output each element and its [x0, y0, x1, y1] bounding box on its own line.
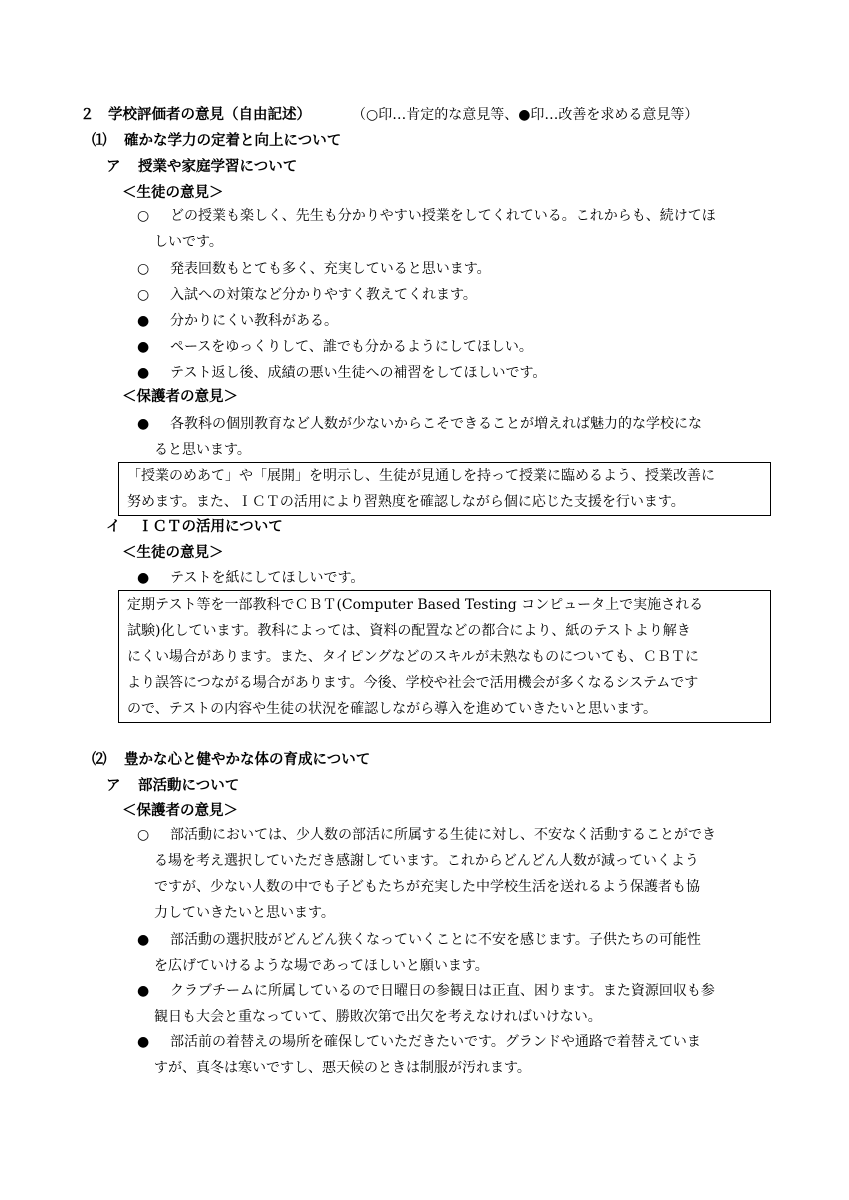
list-item-line: ですが、少ない人数の中でも子どもたちが充実した中学校生活を送れるよう保護者も協: [154, 879, 700, 895]
subsection-number: ⑴: [92, 133, 107, 149]
list-item-line: 力していきたいと思います。: [154, 905, 335, 921]
response-line: 試験)化しています。教科によっては、資料の配置などの都合により、紙のテストより解き: [127, 623, 691, 639]
subsection-number: ⑵: [92, 752, 107, 768]
negative-bullet-icon: ●: [137, 416, 150, 432]
opinion-heading-parents: ＜保護者の意見＞: [122, 803, 238, 819]
list-item-line: しいです。: [154, 234, 223, 250]
positive-bullet-icon: ○: [137, 261, 150, 277]
opinion-heading-students: ＜生徒の意見＞: [122, 545, 224, 561]
negative-bullet-icon: ●: [137, 570, 150, 586]
list-item-line: 入試への対策など分かりやすく教えてくれます。: [170, 287, 477, 303]
school-response-box: [118, 590, 771, 723]
list-item-line: ると思います。: [154, 442, 251, 458]
section-title: 学校評価者の意見（自由記述）: [108, 107, 311, 123]
list-item-line: る場を考え選択していただき感謝しています。これからどんどん人数が減っていくよう: [154, 853, 699, 869]
list-item-line: どの授業も楽しく、先生も分かりやすい授業をしてくれている。これからも、続けてほ: [170, 208, 716, 224]
positive-bullet-icon: ○: [137, 287, 150, 303]
school-response-box: [118, 462, 771, 516]
response-line: 努めます。また、ＩＣＴの活用により習熟度を確認しながら個に応じた支援を行います。: [127, 494, 685, 510]
negative-bullet-icon: ●: [137, 932, 150, 948]
negative-bullet-icon: ●: [137, 339, 150, 355]
negative-bullet-icon: ●: [137, 983, 150, 999]
opinion-heading-students: ＜生徒の意見＞: [122, 185, 224, 201]
negative-bullet-icon: ●: [137, 313, 150, 329]
list-item-line: 各教科の個別教育など人数が少ないからこそできることが増えれば魅力的な学校にな: [170, 416, 702, 432]
list-item-line: クラブチームに所属しているので日曜日の参観日は正直、困ります。また資源回収も参: [170, 983, 715, 999]
response-line: 定期テスト等を一部教科でＣＢＴ(Computer Based Testing コンピュータ上で実施される: [127, 597, 704, 613]
list-item-line: ペースをゆっくりして、誰でも分かるようにしてほしい。: [170, 339, 533, 355]
negative-bullet-icon: ●: [137, 365, 150, 381]
subsection-title: 確かな学力の定着と向上について: [124, 133, 342, 149]
list-item-line: 観日も大会と重なっていて、勝敗次第で出欠を考えなければいけない。: [154, 1009, 602, 1025]
positive-bullet-icon: ○: [137, 827, 150, 843]
item-title: 授業や家庭学習について: [138, 159, 298, 175]
list-item-line: 部活前の着替えの場所を確保していただきたいです。グランドや通路で着替えていま: [170, 1034, 701, 1050]
list-item-line: すが、真冬は寒いですし、悪天候のときは制服が汚れます。: [154, 1060, 531, 1076]
list-item-line: を広げていけるような場であってほしいと願います。: [154, 958, 489, 974]
section-legend: （○印…肯定的な意見等、●印…改善を求める意見等）: [352, 107, 699, 123]
list-item-line: 部活動においては、少人数の部活に所属する生徒に対し、不安なく活動することができ: [170, 827, 716, 843]
response-line: 「授業のめあて」や「展開」を明示し、生徒が見通しを持って授業に臨めるよう、授業改善に: [127, 468, 715, 484]
response-line: にくい場合があります。また、タイピングなどのスキルが未熟なものについても、ＣＢＴに: [127, 649, 699, 665]
opinion-heading-parents: ＜保護者の意見＞: [122, 389, 238, 405]
subsection-title: 豊かな心と健やかな体の育成について: [124, 752, 371, 768]
section-number: ２: [80, 107, 95, 123]
negative-bullet-icon: ●: [137, 1034, 150, 1050]
list-item-line: テスト返し後、成績の悪い生徒への補習をしてほしいです。: [170, 365, 547, 381]
list-item-line: 分かりにくい教科がある。: [170, 313, 338, 329]
item-label: イ: [106, 519, 121, 535]
list-item-line: 発表回数もとても多く、充実していると思います。: [170, 261, 491, 277]
item-label: ア: [106, 159, 121, 175]
item-label: ア: [106, 778, 121, 794]
list-item-line: 部活動の選択肢がどんどん狭くなっていくことに不安を感じます。子供たちの可能性: [170, 932, 701, 948]
response-line: ので、テストの内容や生徒の状況を確認しながら導入を進めていきたいと思います。: [127, 701, 658, 717]
list-item-line: テストを紙にしてほしいです。: [170, 570, 365, 586]
item-title: ＩＣＴの活用について: [138, 519, 283, 535]
positive-bullet-icon: ○: [137, 208, 150, 224]
response-line: より誤答につながる場合があります。今後、学校や社会で活用機会が多くなるシステムです: [127, 675, 699, 691]
item-title: 部活動について: [138, 778, 240, 794]
